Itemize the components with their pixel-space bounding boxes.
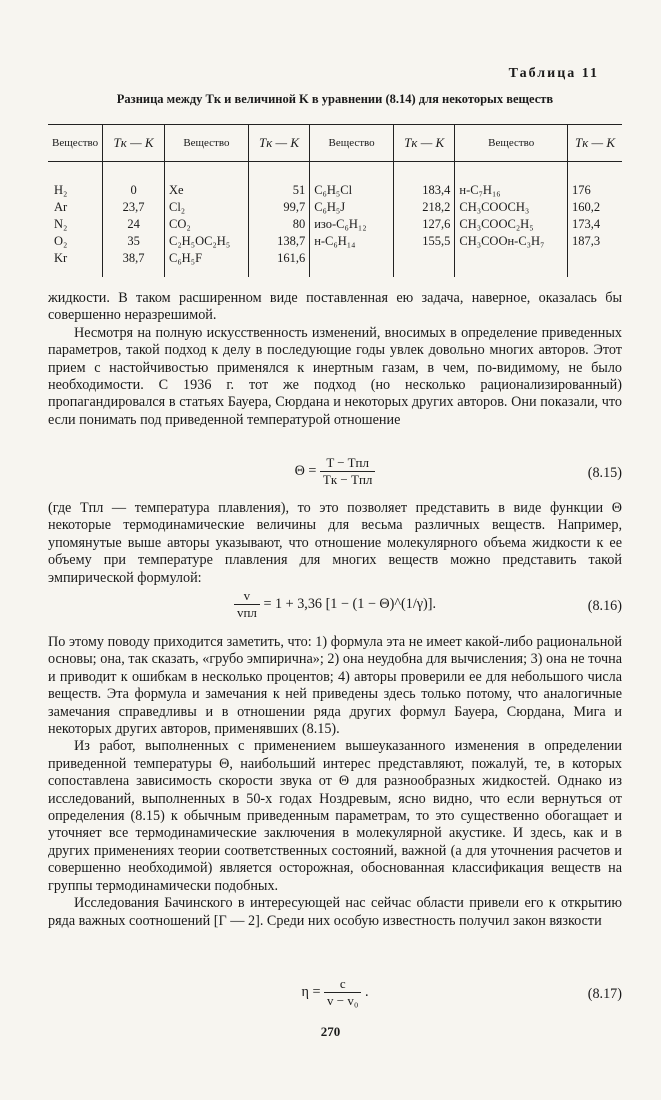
paragraph: жидкости. В таком расширенном виде поставленная ею задача, наверное, оказалась бы совершенно неразрешимой. bbox=[48, 290, 622, 324]
header-tk-k: Tк — K bbox=[394, 125, 455, 162]
header-substance: Вещество bbox=[455, 125, 568, 162]
table-cell: 35 bbox=[103, 233, 165, 250]
table-cell: 38,7 bbox=[103, 250, 165, 277]
table-cell: Xe bbox=[164, 162, 248, 200]
equation-body bbox=[48, 455, 622, 488]
fraction-numerator: c bbox=[324, 976, 361, 993]
text-block-1 bbox=[48, 290, 622, 429]
table-cell: CO₂ bbox=[164, 216, 248, 233]
table-cell: Ar bbox=[54, 200, 68, 214]
fraction-denominator: v − v₀ bbox=[327, 993, 359, 1008]
table-cell: 173,4 bbox=[568, 216, 622, 233]
fraction-denominator: vпл bbox=[236, 605, 257, 620]
table-cell: C₆H₅J bbox=[310, 199, 394, 216]
paragraph: Несмотря на полную искусственность изменений, вносимых в определение приведенных параметров, такой подход к делу в последующие годы увлек довольно многих авторов. Этот прием с настойчивостью применялся к инертным газам, в чем, по-видимому, не было необходимости. С 1936 г. тот же подход (но несколько рационализированный) пропагандировался в статьях Бауера, Сюрдана и некоторых других авторов. Они показали, что если понимать под приведенной температурой отношение bbox=[48, 324, 622, 428]
paragraph: По этому поводу приходится заметить, что: 1) формула эта не имеет какой-либо рациональной основы; она, так сказать, «грубо эмпирична»; 2) она неудобна для вычисления; 3) она не точна и приводит к ошибкам в несколько процентов; 4) авторы проверили ее для небольшого числа веществ. Эта формула и замечания к ней приведены здесь только потому, что аналогичные замечания справедливы и в отношении ряда других формул Бауера, Сюрдана, Мига и некоторых других авторов, применявших (8.15). bbox=[48, 634, 622, 738]
fraction bbox=[320, 455, 375, 488]
table-cell bbox=[568, 250, 622, 277]
header-substance: Вещество bbox=[48, 125, 103, 162]
header-substance: Вещество bbox=[164, 125, 248, 162]
table-cell bbox=[394, 250, 455, 277]
table-cell: 155,5 bbox=[394, 233, 455, 250]
table-cell: 51 bbox=[248, 162, 309, 200]
page-number: 270 bbox=[320, 1024, 341, 1039]
table-cell: O₂ bbox=[54, 234, 68, 248]
table-cell: 183,4 bbox=[394, 162, 455, 200]
header-tk-k: Tк — K bbox=[568, 125, 622, 162]
table-cell: C₂H₅OC₂H₅ bbox=[164, 233, 248, 250]
table-cell: CH₃COOн-C₃H₇ bbox=[455, 233, 568, 250]
equation-lhs: Θ = bbox=[294, 462, 317, 479]
table-cell: 0 bbox=[103, 162, 165, 200]
table-cell: CH₃COOCH₃ bbox=[455, 199, 568, 216]
equation-8-17 bbox=[48, 976, 622, 1016]
table-cell: н-C₆H₁₄ bbox=[310, 233, 394, 250]
table-cell: C₆H₅Cl bbox=[310, 162, 394, 200]
table-cell: 23,7 bbox=[103, 199, 165, 216]
fraction-numerator: T − Tпл bbox=[320, 455, 375, 472]
table-cell: 24 bbox=[103, 216, 165, 233]
text-block-2 bbox=[48, 500, 622, 587]
table-row bbox=[48, 250, 622, 277]
equation-number: (8.16) bbox=[587, 598, 622, 614]
fraction-denominator: Tк − Tпл bbox=[322, 472, 373, 487]
equation-rhs: . bbox=[364, 983, 369, 1000]
table-cell: 138,7 bbox=[248, 233, 309, 250]
table-header-row bbox=[48, 125, 622, 162]
table-cell: 127,6 bbox=[394, 216, 455, 233]
table-cell: CH₃COOC₂H₅ bbox=[455, 216, 568, 233]
table-cell: изо-C₆H₁₂ bbox=[310, 216, 394, 233]
table-cell bbox=[310, 250, 394, 277]
table-cell: N₂ bbox=[54, 217, 68, 231]
table-cell: 160,2 bbox=[568, 199, 622, 216]
table-cell: H₂ bbox=[54, 183, 68, 197]
equation-8-15 bbox=[48, 455, 622, 495]
paragraph: (где Tпл — температура плавления), то это позволяет представить в виде функции Θ некоторые термодинамические величины для весьма различных веществ. Например, упомянутые выше авторы указывают, что отношение молекулярного объема жидкости к ее объему при температуре плавления для многих веществ можно представить такой эмпирической формулой: bbox=[48, 500, 622, 586]
paragraph: Исследования Бачинского в интересующей нас сейчас области привели его к открытию ряда важных соотношений [Г — 2]. Среди них особую известность получил закон вязкости bbox=[48, 895, 622, 929]
table-cell: Cl₂ bbox=[164, 199, 248, 216]
fraction bbox=[324, 976, 361, 1009]
header-tk-k: Tк — K bbox=[103, 125, 165, 162]
table-cell bbox=[455, 250, 568, 277]
fraction-numerator: v bbox=[234, 588, 260, 605]
table-cell: 187,3 bbox=[568, 233, 622, 250]
table-cell: 161,6 bbox=[248, 250, 309, 277]
table-row bbox=[48, 216, 622, 233]
table-cell: Kr bbox=[54, 251, 68, 265]
equation-8-16 bbox=[48, 588, 622, 628]
table-row bbox=[48, 199, 622, 216]
table-row bbox=[48, 162, 622, 200]
data-table bbox=[48, 124, 622, 277]
table-cell: 99,7 bbox=[248, 199, 309, 216]
table-cell: 218,2 bbox=[394, 199, 455, 216]
equation-lhs: η = bbox=[301, 983, 321, 1000]
table-caption: Разница между Tк и величиной K в уравнении (8.14) для некоторых веществ bbox=[116, 92, 554, 106]
equation-rhs: = 1 + 3,36 [1 − (1 − Θ)^(1/γ)]. bbox=[263, 595, 437, 612]
paragraph: Из работ, выполненных с применением вышеуказанного изменения в определении приведенной температуры Θ, наибольший интерес представляют, пожалуй, те, в которых сопоставлена зависимость скорости звука от Θ для разнообразных жидкостей. Однако из исследований, выполненных в 50-х годах Ноздревым, ясно видно, что если вернуться от определения (8.15) к обычным приведенным параметрам, то это существенно обогащает и уточняет все термодинамические заключения в молекулярной акустике. И здесь, как и в других применениях теории соответственных состояний, важной (а для уточнения расчетов и совершенно необходимой) является осторожная, обоснованная классификация веществ на группы термодинамически подобных. bbox=[48, 738, 622, 894]
equation-body bbox=[48, 588, 622, 621]
table-label: Таблица 11 bbox=[508, 66, 599, 81]
header-substance: Вещество bbox=[310, 125, 394, 162]
table-cell: 80 bbox=[248, 216, 309, 233]
header-tk-k: Tк — K bbox=[248, 125, 309, 162]
table-cell: C₆H₅F bbox=[164, 250, 248, 277]
equation-number: (8.17) bbox=[587, 986, 622, 1002]
equation-body bbox=[48, 976, 622, 1009]
fraction bbox=[234, 588, 260, 621]
table-row bbox=[48, 233, 622, 250]
equation-number: (8.15) bbox=[587, 465, 622, 481]
table-cell: н-C₇H₁₆ bbox=[455, 162, 568, 200]
text-block-3 bbox=[48, 634, 622, 930]
table-cell: 176 bbox=[568, 162, 622, 200]
